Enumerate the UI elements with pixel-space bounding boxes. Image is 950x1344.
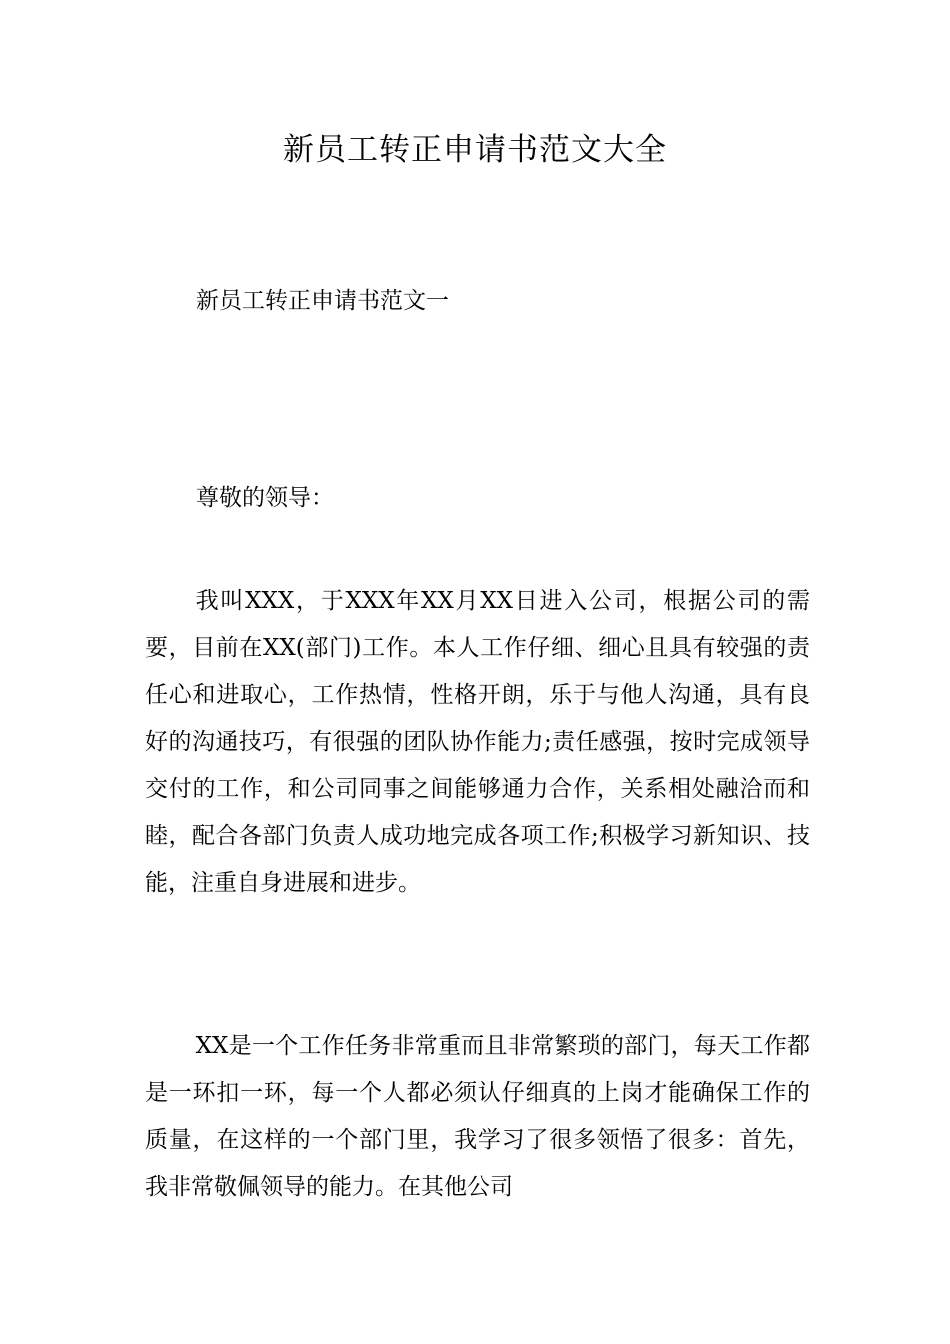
document-title: 新员工转正申请书范文大全 (283, 132, 667, 168)
salutation: 尊敬的领导： (196, 485, 334, 511)
body-paragraph-2: XX是一个工作任务非常重而且非常繁琐的部门，每天工作都是一环扣一环，每一个人都必须认仔细真的上岗才能确保工作的质量，在这样的一个部门里，我学习了很多领悟了很多：首先，我非常敬佩领导的能力。在其他公司 (145, 1033, 810, 1200)
section-heading: 新员工转正申请书范文一 (196, 288, 449, 314)
body-paragraph-1: 我叫XXX，于XXX年XX月XX日进入公司，根据公司的需要，目前在XX(部门)工作。本人工作仔细、细心且具有较强的责任心和进取心，工作热情，性格开朗，乐于与他人沟通，具有良好的沟通技巧，有很强的团队协作能力;责任感强，按时完成领导交付的工作，和公司同事之间能够通力合作，关系相处融洽而和睦，配合各部门负责人成功地完成各项工作;积极学习新知识、技能，注重自身进展和进步。 (145, 588, 810, 896)
